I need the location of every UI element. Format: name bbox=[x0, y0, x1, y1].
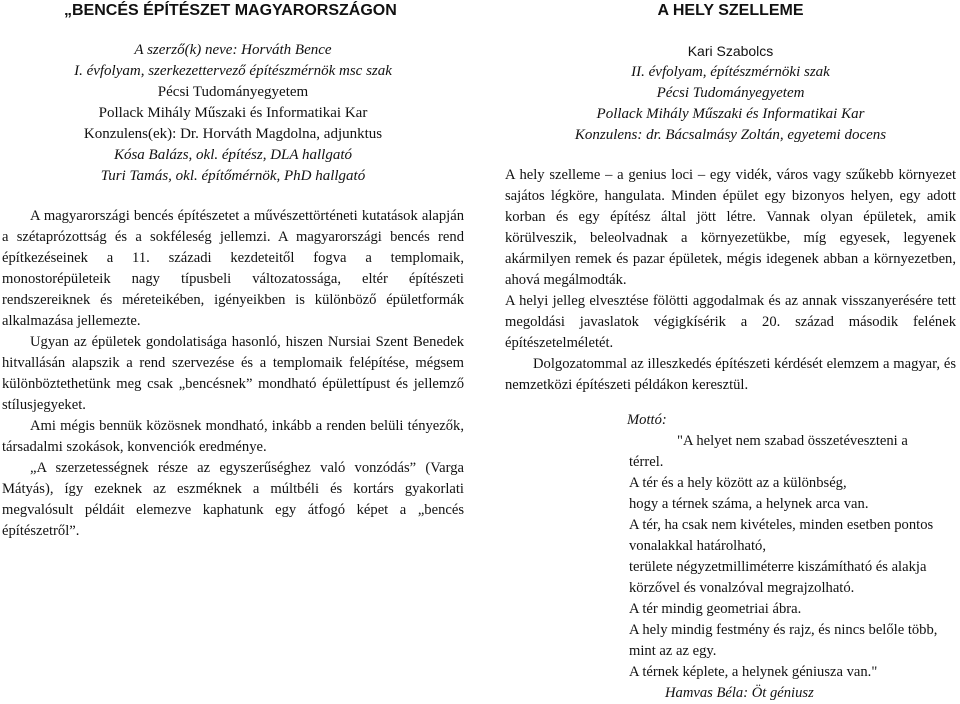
left-article-title: „BENCÉS ÉPÍTÉSZET MAGYARORSZÁGON bbox=[64, 2, 397, 19]
consultant-line: Turi Tamás, okl. építőmérnök, PhD hallgató bbox=[100, 168, 366, 184]
motto-line: A tér és a hely között az a különbség, bbox=[629, 475, 847, 491]
motto-line: A hely mindig festmény és rajz, és nincs belőle több, mint az az egy. bbox=[629, 622, 938, 659]
motto-line: "A helyet nem szabad összetéveszteni a bbox=[677, 433, 908, 449]
author-faculty-line: Pollack Mihály Műszaki és Informatikai Kar bbox=[98, 105, 368, 121]
author-faculty-line: Pollack Mihály Műszaki és Informatikai Kar bbox=[596, 106, 865, 122]
author-name-line: A szerző(k) neve: Horváth Bence bbox=[134, 42, 332, 58]
author-university-line: Pécsi Tudományegyetem bbox=[157, 84, 309, 100]
body-paragraph: A helyi jelleg elvesztése fölötti aggodalmak és az annak visszanyerésére tett megoldási javaslatok végigkísérik a 20. század második felének építészetelméletét. bbox=[505, 293, 956, 351]
motto-line: hogy a térnek száma, a helynek arca van. bbox=[629, 496, 869, 512]
body-paragraph: Ugyan az épületek gondolatisága hasonló, hiszen Nursiai Szent Benedek hitvallásán alapszik a rend szervezése és a templomaik felépítése, mégsem különböztethetünk meg csak „bencésnek” mondható épülettípust és jellemző stílusjegyeket. bbox=[2, 334, 464, 413]
left-article bbox=[2, 0, 464, 542]
motto-block bbox=[505, 410, 956, 704]
consultant-line: Kósa Balázs, okl. építész, DLA hallgató bbox=[113, 147, 353, 163]
motto-line: térrel. bbox=[629, 454, 664, 470]
author-university-line: Pécsi Tudományegyetem bbox=[656, 85, 805, 101]
motto-label: Mottó: bbox=[627, 412, 667, 428]
right-article-body bbox=[505, 165, 956, 396]
body-paragraph: Dolgozatommal az illeszkedés építészeti kérdését elemzem a magyar, és nemzetközi építészeti példákon keresztül. bbox=[505, 356, 956, 393]
motto-line: A térnek képlete, a helynek géniusza van." bbox=[629, 664, 878, 680]
body-paragraph: „A szerzetességnek része az egyszerűséghez való vonzódás” (Varga Mátyás), így ezeknek az eszméknek a múltbéli és kortárs gyakorlati megvalósult példáit elemezve kaphatunk egy átfogó képet a „bencés építészetről”. bbox=[2, 460, 464, 539]
left-author-block bbox=[2, 40, 464, 187]
body-paragraph: A magyarországi bencés építészetet a művészettörténeti kutatások alapján a szétaprózottság és a sokféleség jellemzi. A magyarországi bencés rend építkezéseinek a 11. századi kezdeteitől fogva a templomaik, monostorépületeik nagy típusbeli változatossága, eltér építészeti rendszereiknek és méreteikében, igényeikben is különböző épületformák alkalmazása jellemezte. bbox=[2, 208, 464, 329]
consultant-line: Konzulens: dr. Bácsalmásy Zoltán, egyetemi docens bbox=[574, 127, 887, 143]
motto-line: A tér, ha csak nem kivételes, minden esetben pontos vonalakkal határolható, bbox=[629, 517, 934, 554]
body-paragraph: Ami mégis bennük közösnek mondható, inkább a renden belüli tényezők, társadalmi szokások, konvenciók eredménye. bbox=[2, 418, 464, 455]
right-article-title: A HELY SZELLEME bbox=[657, 2, 804, 19]
motto-line: területe négyzetmilliméterre kiszámítható és alakja körzővel és vonalzóval megrajzolható. bbox=[629, 559, 927, 596]
consultant-line: Konzulens(ek): Dr. Horváth Magdolna, adjunktus bbox=[83, 126, 383, 142]
author-name-line: Kari Szabolcs bbox=[687, 43, 774, 59]
left-article-body bbox=[2, 206, 464, 542]
motto-line: A tér mindig geometriai ábra. bbox=[629, 601, 802, 617]
right-article bbox=[505, 0, 956, 704]
body-paragraph: A hely szelleme – a genius loci – egy vidék, város vagy szűkebb környezet sajátos légköre, hangulata. Minden épület egy bizonyos helyen, egy adott korban és egy építész által jött létre. Vannak olyan épületek, amik körülveszik, beleolvadnak a környezetükbe, míg egyesek, legyenek akármilyen remek és pazar épületek, mégis idegenek abban a környezetben, ahová megálmodták. bbox=[505, 167, 956, 288]
author-program-line: II. évfolyam, építészmérnöki szak bbox=[631, 64, 830, 80]
right-author-block bbox=[505, 41, 956, 146]
author-program-line: I. évfolyam, szerkezettervező építészmérnök msc szak bbox=[74, 63, 392, 79]
motto-signature: Hamvas Béla: Öt géniusz bbox=[665, 685, 814, 701]
